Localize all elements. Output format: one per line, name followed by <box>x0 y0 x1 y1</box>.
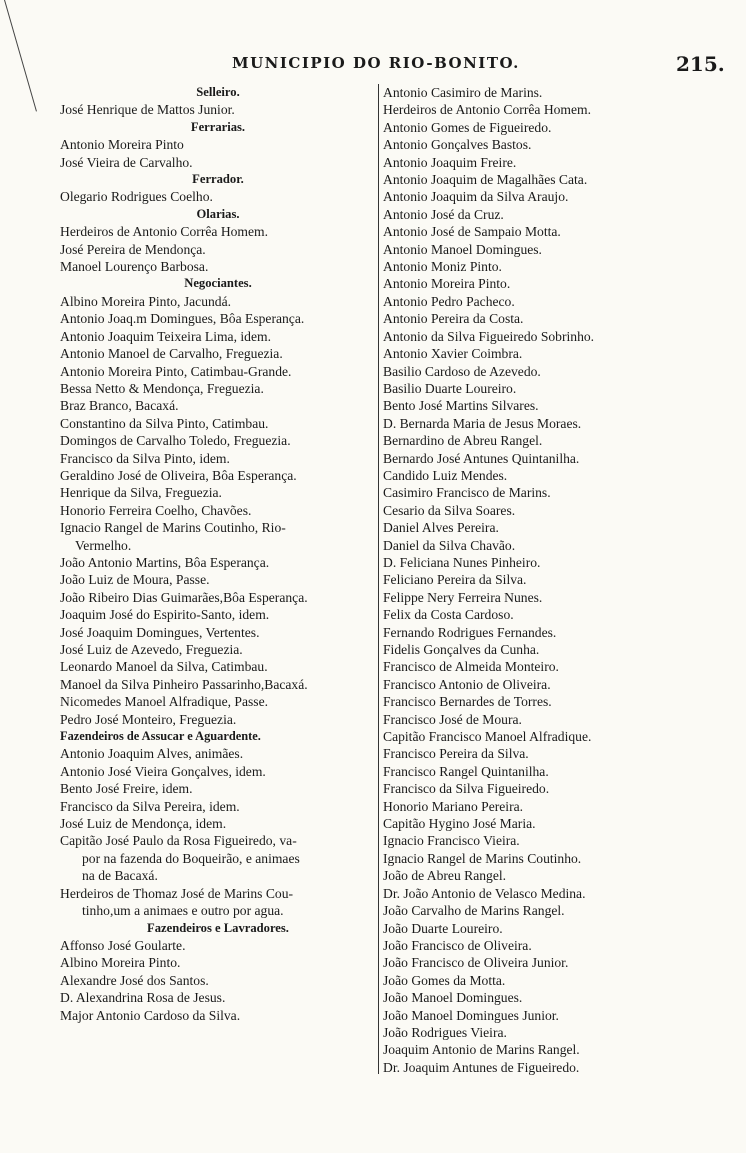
list-item: João Carvalho de Marins Rangel. <box>383 903 565 919</box>
list-item: João Gomes da Motta. <box>383 972 506 988</box>
section-heading: Negociantes. <box>184 276 252 291</box>
list-item: José Luiz de Mendonça, idem. <box>60 816 227 832</box>
list-item: Manoel Lourenço Barbosa. <box>60 259 209 275</box>
list-item: Antonio José Vieira Gonçalves, idem. <box>60 763 266 779</box>
list-item: Daniel Alves Pereira. <box>383 520 499 536</box>
list-item: Antonio Manoel de Carvalho, Freguezia. <box>60 346 283 362</box>
entry-continuation: Vermelho. <box>75 537 132 553</box>
list-item: Honorio Ferreira Coelho, Chavões. <box>60 502 252 518</box>
list-item: José Henrique de Mattos Junior. <box>60 102 235 118</box>
list-item: Antonio Moreira Pinto, Catimbau-Grande. <box>60 363 292 379</box>
column-divider <box>378 84 379 1074</box>
list-item: Olegario Rodrigues Coelho. <box>60 189 213 205</box>
entry-continuation: na de Bacaxá. <box>82 868 158 884</box>
list-item: Antonio Joaquim de Magalhães Cata. <box>383 172 588 188</box>
section-heading: Fazendeiros e Lavradores. <box>147 920 289 935</box>
section-heading: Ferrarias. <box>190 119 246 134</box>
list-item: Casimiro Francisco de Marins. <box>383 485 551 501</box>
left-column <box>60 84 376 1024</box>
list-item: Antonio Joaquim Teixeira Lima, idem. <box>60 328 271 344</box>
list-item: João Antonio Martins, Bôa Esperança. <box>60 554 270 570</box>
list-item: Francisco Antonio de Oliveira. <box>383 676 551 692</box>
list-item: Francisco Bernardes de Torres. <box>383 694 552 710</box>
list-item: João Duarte Loureiro. <box>383 920 503 936</box>
list-item: Antonio Xavier Coimbra. <box>383 346 523 362</box>
list-item: Albino Moreira Pinto, Jacundá. <box>60 293 232 309</box>
section-heading: Olarias. <box>196 206 240 221</box>
list-item: João Rodrigues Vieira. <box>383 1024 507 1040</box>
list-item: Pedro José Monteiro, Freguezia. <box>60 711 237 727</box>
list-item: Herdeiros de Antonio Corrêa Homem. <box>383 102 592 118</box>
list-item: Geraldino José de Oliveira, Bôa Esperança. <box>60 467 297 483</box>
list-item: Antonio Joaquim Freire. <box>383 154 517 170</box>
list-item: Ignacio Francisco Vieira. <box>383 833 520 849</box>
list-item: Antonio Manoel Domingues. <box>383 241 542 257</box>
list-item: João Luiz de Moura, Passe. <box>60 572 210 588</box>
list-item: Braz Branco, Bacaxá. <box>60 398 179 414</box>
section-heading: Fazendeiros de Assucar e Aguardente. <box>60 729 261 744</box>
list-item: Basilio Cardoso de Azevedo. <box>383 363 541 379</box>
list-item: Antonio Joaquim da Silva Araujo. <box>383 189 569 205</box>
list-item: Felix da Costa Cardoso. <box>383 607 514 623</box>
list-item: José Joaquim Domingues, Vertentes. <box>60 624 260 640</box>
list-item: José Pereira de Mendonça. <box>60 241 206 257</box>
list-item: Antonio Pedro Pacheco. <box>383 293 515 309</box>
list-item: Antonio Moreira Pinto. <box>383 276 511 292</box>
list-item: João Ribeiro Dias Guimarães,Bôa Esperança. <box>60 589 308 605</box>
list-item: Bessa Netto & Mendonça, Freguezia. <box>60 380 264 396</box>
entry-continuation: por na fazenda do Boqueirão, e animaes <box>82 850 300 866</box>
list-item: Ignacio Rangel de Marins Coutinho. <box>383 850 582 866</box>
list-item: José Vieira de Carvalho. <box>60 154 193 170</box>
list-item: Bernardo José Antunes Quintanilha. <box>383 450 580 466</box>
list-item: José Luiz de Azevedo, Freguezia. <box>60 642 243 657</box>
list-item: João de Abreu Rangel. <box>383 868 507 884</box>
list-item: Cesario da Silva Soares. <box>383 502 516 518</box>
list-item: Felippe Nery Ferreira Nunes. <box>383 589 543 605</box>
list-item: Antonio Casimiro de Marins. <box>383 85 543 100</box>
list-item: João Manoel Domingues Junior. <box>383 1007 559 1023</box>
list-item: Capitão José Paulo da Rosa Figueiredo, va- <box>60 833 297 849</box>
list-item: Antonio José da Cruz. <box>383 206 504 222</box>
list-item: Antonio Moreira Pinto <box>60 137 184 153</box>
list-item: Bernardino de Abreu Rangel. <box>383 433 543 449</box>
list-item: Francisco da Silva Figueiredo. <box>383 781 550 797</box>
list-item: Alexandre José dos Santos. <box>60 972 209 988</box>
list-item: Dr. João Antonio de Velasco Medina. <box>383 885 586 901</box>
list-item: D. Alexandrina Rosa de Jesus. <box>60 990 226 1006</box>
list-item: Daniel da Silva Chavão. <box>383 537 516 553</box>
list-item: Francisco Rangel Quintanilha. <box>383 763 549 779</box>
page-title: MUNICIPIO DO RIO-BONITO. <box>232 54 520 72</box>
list-item: Feliciano Pereira da Silva. <box>383 572 527 588</box>
list-item: Joaquim José do Espirito-Santo, idem. <box>60 607 270 623</box>
list-item: Leonardo Manoel da Silva, Catimbau. <box>60 659 268 675</box>
page-number: 215. <box>676 52 725 76</box>
list-item: Herdeiros de Thomaz José de Marins Cou- <box>60 885 294 901</box>
list-item: Constantino da Silva Pinto, Catimbau. <box>60 415 269 431</box>
list-item: João Manoel Domingues. <box>383 990 523 1006</box>
list-item: João Francisco de Oliveira. <box>383 937 532 953</box>
list-item: Francisco da Silva Pereira, idem. <box>60 798 240 814</box>
list-item: Nicomedes Manoel Alfradique, Passe. <box>60 694 269 710</box>
list-item: Francisco José de Moura. <box>383 711 522 727</box>
list-item: Candido Luiz Mendes. <box>383 467 508 483</box>
section-heading: Selleiro. <box>196 85 240 99</box>
list-item: Antonio Joaq.m Domingues, Bôa Esperança. <box>60 311 305 327</box>
list-item: Bento José Freire, idem. <box>60 781 193 797</box>
list-item: Fernando Rodrigues Fernandes. <box>383 624 557 640</box>
entry-continuation: tinho,um a animaes e outro por agua. <box>82 903 284 919</box>
list-item: D. Feliciana Nunes Pinheiro. <box>383 554 541 570</box>
list-item: Francisco de Almeida Monteiro. <box>383 659 559 675</box>
list-item: Capitão Hygino José Maria. <box>383 816 536 832</box>
list-item: Major Antonio Cardoso da Silva. <box>60 1007 241 1023</box>
right-column <box>383 84 683 1076</box>
list-item: Domingos de Carvalho Toledo, Freguezia. <box>60 433 291 449</box>
list-item: Manoel da Silva Pinheiro Passarinho,Bacaxá. <box>60 676 308 692</box>
page-header <box>0 54 746 78</box>
list-item: Ignacio Rangel de Marins Coutinho, Rio- <box>60 520 286 536</box>
list-item: Antonio Moniz Pinto. <box>383 259 502 275</box>
list-item: Herdeiros de Antonio Corrêa Homem. <box>60 224 269 240</box>
list-item: Joaquim Antonio de Marins Rangel. <box>383 1042 580 1058</box>
list-item: Antonio José de Sampaio Motta. <box>383 224 561 240</box>
list-item: Honorio Mariano Pereira. <box>383 798 524 814</box>
list-item: Antonio da Silva Figueiredo Sobrinho. <box>383 328 595 344</box>
list-item: Capitão Francisco Manoel Alfradique. <box>383 729 592 745</box>
list-item: Francisco da Silva Pinto, idem. <box>60 450 230 466</box>
list-item: Henrique da Silva, Freguezia. <box>60 485 222 501</box>
list-item: Basilio Duarte Loureiro. <box>383 380 517 396</box>
list-item: Antonio Joaquim Alves, animães. <box>60 746 244 762</box>
section-heading: Ferrador. <box>192 172 244 187</box>
list-item: Antonio Gonçalves Bastos. <box>383 137 532 153</box>
list-item: Antonio Pereira da Costa. <box>383 311 524 327</box>
list-item: D. Bernarda Maria de Jesus Moraes. <box>383 415 582 431</box>
list-item: Dr. Joaquim Antunes de Figueiredo. <box>383 1059 580 1075</box>
list-item: João Francisco de Oliveira Junior. <box>383 955 569 971</box>
list-item: Fidelis Gonçalves da Cunha. <box>383 642 540 657</box>
list-item: Affonso José Goularte. <box>60 937 186 953</box>
list-item: Francisco Pereira da Silva. <box>383 746 529 762</box>
list-item: Albino Moreira Pinto. <box>60 955 181 971</box>
list-item: Antonio Gomes de Figueiredo. <box>383 119 552 135</box>
list-item: Bento José Martins Silvares. <box>383 398 539 414</box>
